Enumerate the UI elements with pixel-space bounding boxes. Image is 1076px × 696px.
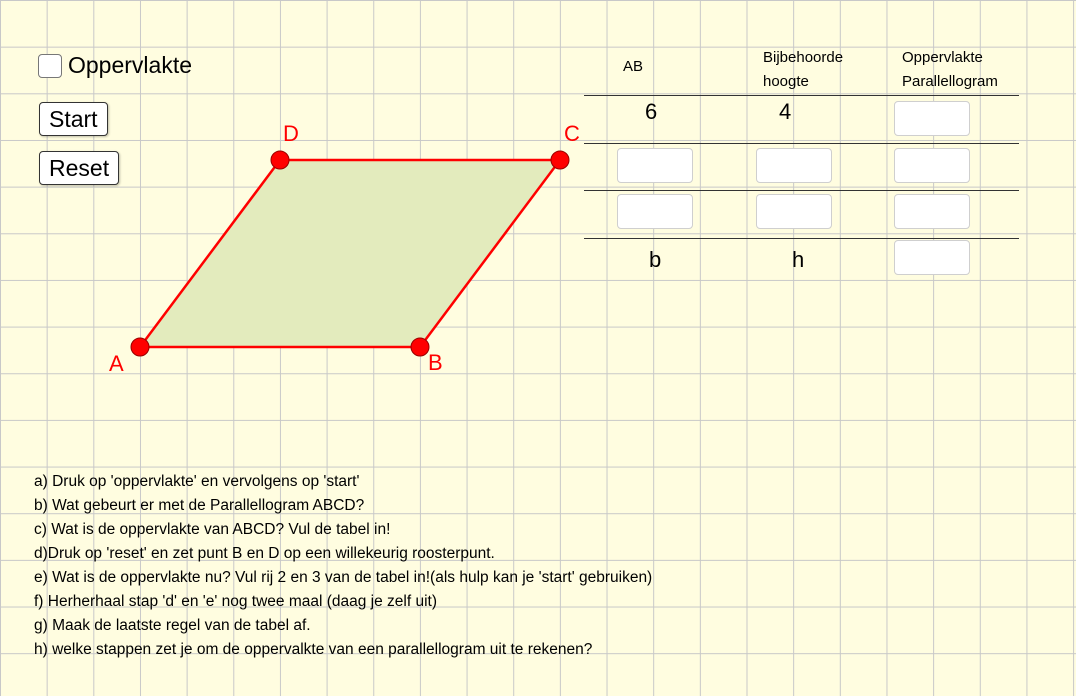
instruction-line: f) Herherhaal stap 'd' en 'e' nog twee maal (daag je zelf uit) <box>34 593 437 610</box>
row2-ab-input[interactable] <box>617 148 693 183</box>
instruction-line: g) Maak de laatste regel van de tabel af. <box>34 617 311 634</box>
oppervlakte-checkbox-label[interactable]: Oppervlakte <box>68 52 193 78</box>
instruction-line: d)Druk op 'reset' en zet punt B en D op een willekeurig roosterpunt. <box>34 545 495 562</box>
row2-area-input[interactable] <box>894 148 970 183</box>
label-d: D <box>283 121 299 146</box>
header-ab: AB <box>623 58 644 75</box>
instruction-line: c) Wat is de oppervlakte van ABCD? Vul de tabel in! <box>34 521 391 538</box>
label-a: A <box>109 351 124 376</box>
table-divider <box>584 190 1019 191</box>
row2-h-input[interactable] <box>756 148 832 183</box>
row3-ab-input[interactable] <box>617 194 693 229</box>
table-divider <box>584 95 1019 96</box>
table-divider <box>584 238 1019 239</box>
label-b: B <box>428 350 443 375</box>
row1-h-value: 4 <box>779 99 792 124</box>
instruction-line: e) Wat is de oppervlakte nu? Vul rij 2 en 3 van de tabel in!(als hulp kan je 'start' gebruiken) <box>34 569 653 586</box>
row1-area-input[interactable] <box>894 101 970 136</box>
row3-area-input[interactable] <box>894 194 970 229</box>
row3-h-input[interactable] <box>756 194 832 229</box>
start-button[interactable]: Start <box>39 102 108 136</box>
instruction-line: h) welke stappen zet je om de oppervalkte van een parallellogram uit te rekenen? <box>34 641 593 658</box>
reset-button[interactable]: Reset <box>39 151 119 185</box>
point-d[interactable] <box>271 151 289 169</box>
row4-h-label: h <box>792 247 805 272</box>
instruction-line: b) Wat gebeurt er met de Parallellogram ABCD? <box>34 497 365 514</box>
instructions-list <box>34 470 652 662</box>
header-hoogte: Bijbehoorde hoogte <box>763 49 844 90</box>
table-divider <box>584 143 1019 144</box>
point-b[interactable] <box>411 338 429 356</box>
row4-b-label: b <box>649 247 662 272</box>
header-oppervlakte: Oppervlakte Parallellogram <box>902 49 998 90</box>
row4-area-input[interactable] <box>894 240 970 275</box>
label-c: C <box>564 121 580 146</box>
point-c[interactable] <box>551 151 569 169</box>
row1-ab-value: 6 <box>645 99 658 124</box>
parallelogram-abcd <box>140 160 560 347</box>
point-a[interactable] <box>131 338 149 356</box>
instruction-line: a) Druk op 'oppervlakte' en vervolgens op 'start' <box>34 473 360 490</box>
